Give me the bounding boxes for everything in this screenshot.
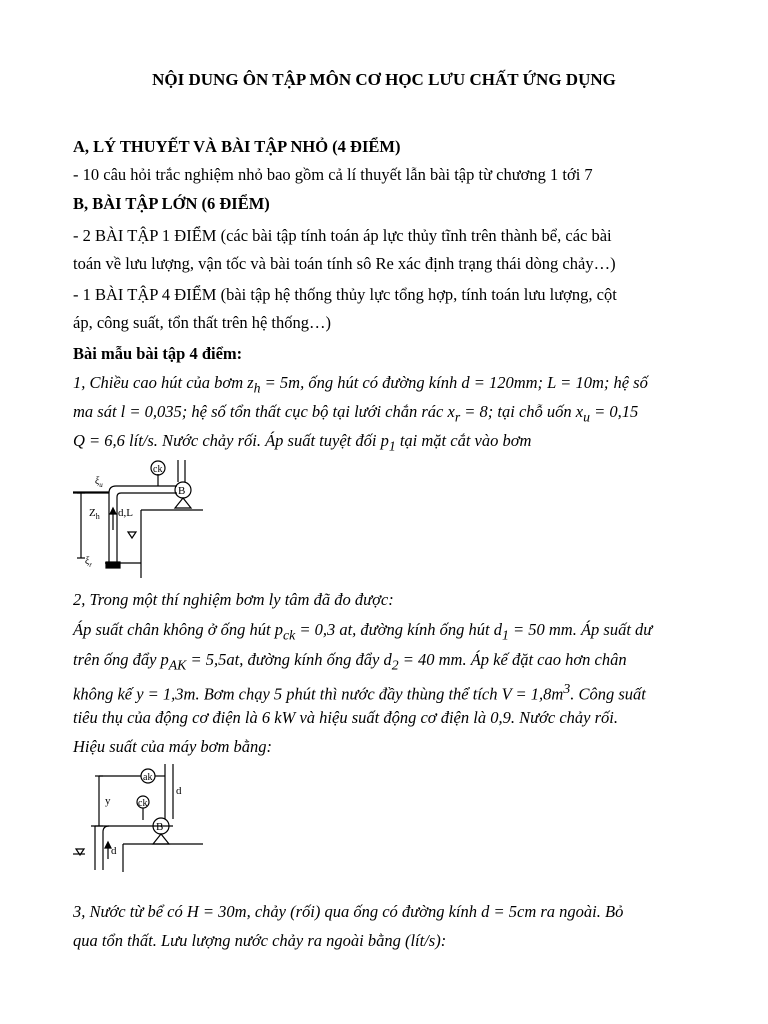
problem3-line2: qua tổn thất. Lưu lượng nước chảy ra ngoài bằng (lít/s): (73, 931, 447, 950)
problem2-line1: 2, Trong một thí nghiệm bơm ly tâm đã đo được: (73, 590, 394, 609)
problem2-line2: Áp suất chân không ở ống hút $p_{ck} = 0,3$ at, đường kính ống hút $d_1 = 50$ mm. Áp suất dư (73, 620, 653, 643)
problem2-line4: không kế y = 1,3m. Bơm chạy 5 phút thì nước đầy thùng thể tích $V = 1,8m^3$. Công suất (73, 681, 646, 704)
section-a-item: - 10 câu hỏi trắc nghiệm nhỏ bao gồm cả lí thuyết lẫn bài tập từ chương 1 tới 7 (73, 165, 593, 184)
section-b-item1-line1: - 2 BÀI TẬP 1 ĐIỂM (các bài tập tính toán áp lực thủy tĩnh trên thành bể, các bài (73, 226, 612, 245)
problem1-line3: Q = 6,6 lít/s. Nước chảy rối. Áp suất tuyệt đối $p_1$ tại mặt cắt vào bơm (73, 431, 532, 454)
xi-u-label: $\xi_u$ (95, 476, 103, 489)
sample-heading: Bài mẫu bài tập 4 điểm: (73, 344, 243, 363)
zh-label: $Z_h$ (89, 507, 100, 521)
problem1-line1: 1, Chiều cao hút của bơm $z_h = 5m$, ống hút có đường kính d = 120mm; L = 10m; hệ số (73, 373, 648, 396)
problem2-line5: tiêu thụ của động cơ điện là 6 kW và hiệu suất động cơ điện là 0,9. Nước chảy rối. (73, 708, 618, 727)
page-title: NỘI DUNG ÔN TẬP MÔN CƠ HỌC LƯU CHẤT ỨNG DỤNG (152, 70, 616, 89)
section-b-item2-line1: - 1 BÀI TẬP 4 ĐIỂM (bài tập hệ thống thủy lực tổng hợp, tính toán lưu lượng, cột (73, 285, 617, 304)
ak-gauge-label: ak (143, 772, 153, 783)
ck-gauge-label: ck (138, 798, 148, 809)
ck-gauge-label: ck (153, 464, 163, 475)
section-a-heading: A, LÝ THUYẾT VÀ BÀI TẬP NHỎ (4 ĐIỂM) (73, 137, 401, 156)
suction-pump-diagram (73, 460, 213, 580)
pump-label: B (178, 485, 186, 497)
problem1-line2: ma sát l = 0,035; hệ số tổn thất cục bộ tại lưới chắn rác $x_r = 8$; tại chỗ uốn $x_u = 0,15$ (73, 402, 639, 425)
xi-r-label: $\xi_r$ (85, 556, 93, 569)
section-b-item1-line2: toán về lưu lượng, vận tốc và bài toán tính sô Re xác định trạng thái dòng chảy…) (73, 254, 616, 273)
problem2-line3: trên ống đẩy $p_{AK} = 5,5at$, đường kính ống đẩy $d_2 = 40$ mm. Áp kế đặt cao hơn chân (73, 650, 627, 673)
dl-label: d,L (118, 507, 133, 519)
problem2-line6: Hiệu suất của máy bơm bằng: (73, 737, 272, 756)
section-b-heading: B, BÀI TẬP LỚN (6 ĐIỂM) (73, 194, 270, 213)
section-b-item2-line2: áp, công suất, tổn thất trên hệ thống…) (73, 313, 331, 332)
y-label: y (105, 795, 111, 807)
discharge-d-label: d (176, 785, 182, 797)
suction-d-label: d (111, 845, 117, 857)
pump-label: B (156, 821, 164, 833)
centrifugal-pump-diagram (73, 764, 213, 874)
problem3-line1: 3, Nước từ bể có H = 30m, chảy (rối) qua ống có đường kính d = 5cm ra ngoài. Bỏ (73, 902, 624, 921)
